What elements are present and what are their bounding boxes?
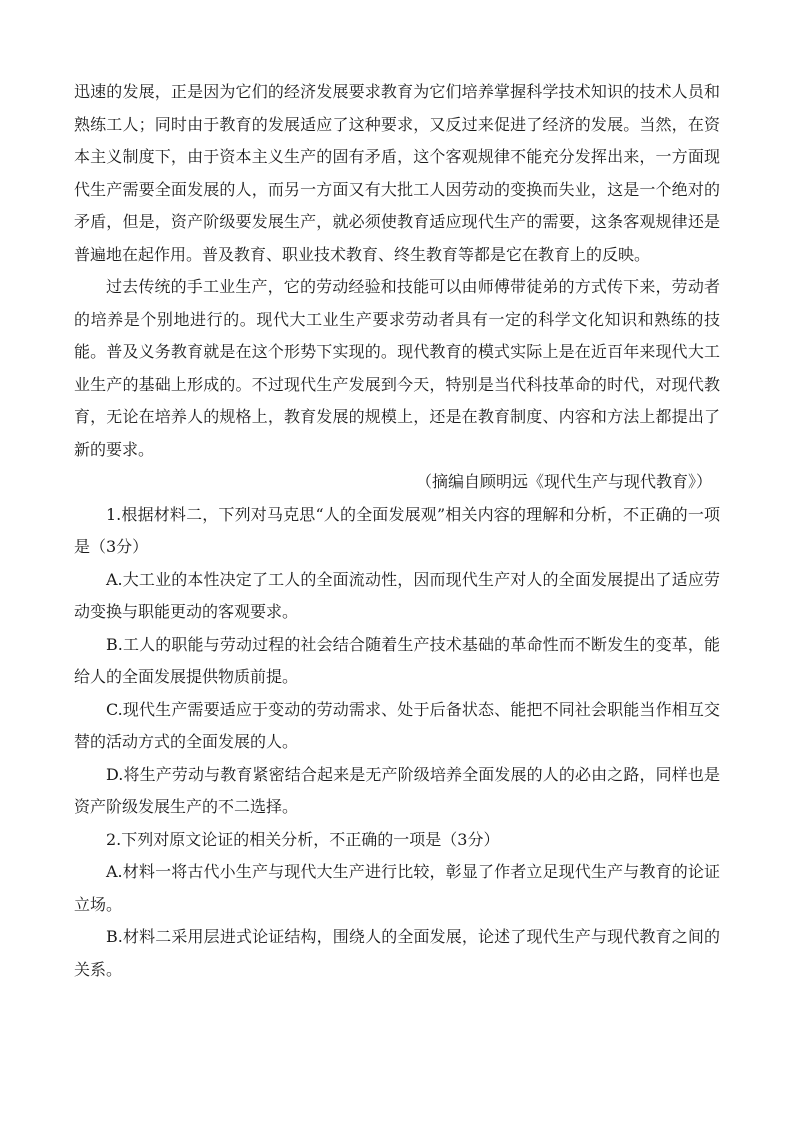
question-2-stem: 2.下列对原文论证的相关分析，不正确的一项是（3分） bbox=[106, 829, 500, 849]
source-citation: （摘编自顾明远《现代生产与现代教育》） bbox=[415, 472, 712, 491]
material-paragraph-2: 过去传统的手工业生产，它的劳动经验和技能可以由师傅带徒弟的方式传下来，劳动者的培养是个别地进行的。现代大工业生产要求劳动者具有一定的科学文化知识和熟练的技能。普及义务教育就是在这个形势下实现的。现代教育的模式实际上是在近百年来现代大工业生产的基础上形成的。不过现代生产发展到今天，特别是当代科技革命的时代，对现代教育，无论在培养人的规格上，教育发展的规模上，还是在教育制度、内容和方法上都提出了新的要求。 bbox=[74, 277, 720, 459]
question-2-option-b: B.材料二采用层进式论证结构，围绕人的全面发展，论述了现代生产与现代教育之间的关系。 bbox=[74, 927, 720, 979]
question-1-option-a: A.大工业的本性决定了工人的全面流动性，因而现代生产对人的全面发展提出了适应劳动变换与职能更动的客观要求。 bbox=[74, 569, 720, 621]
document-page bbox=[74, 76, 720, 986]
material-paragraph-1: 迅速的发展，正是因为它们的经济发展要求教育为它们培养掌握科学技术知识的技术人员和熟练工人；同时由于教育的发展适应了这种要求，又反过来促进了经济的发展。当然，在资本主义制度下，由于资本主义生产的固有矛盾，这个客观规律不能充分发挥出来，一方面现代生产需要全面发展的人，而另一方面又有大批工人因劳动的变换而失业，这是一个绝对的矛盾，但是，资产阶级要发展生产，就必须使教育适应现代生产的需要，这条客观规律还是普遍地在起作用。普及教育、职业技术教育、终生教育等都是它在教育上的反映。 bbox=[74, 82, 720, 264]
question-1-option-d: D.将生产劳动与教育紧密结合起来是无产阶级培养全面发展的人的必由之路，同样也是资产阶级发展生产的不二选择。 bbox=[74, 764, 720, 816]
question-1-stem: 1.根据材料二，下列对马克思“人的全面发展观”相关内容的理解和分析，不正确的一项是（3分） bbox=[74, 504, 720, 556]
question-1-option-b: B.工人的职能与劳动过程的社会结合随着生产技术基础的革命性而不断发生的变革，能给人的全面发展提供物质前提。 bbox=[74, 634, 720, 686]
question-2-option-a: A.材料一将古代小生产与现代大生产进行比较，彰显了作者立足现代生产与教育的论证立场。 bbox=[74, 862, 720, 914]
question-1-option-c: C.现代生产需要适应于变动的劳动需求、处于后备状态、能把不同社会职能当作相互交替的活动方式的全面发展的人。 bbox=[74, 699, 720, 751]
